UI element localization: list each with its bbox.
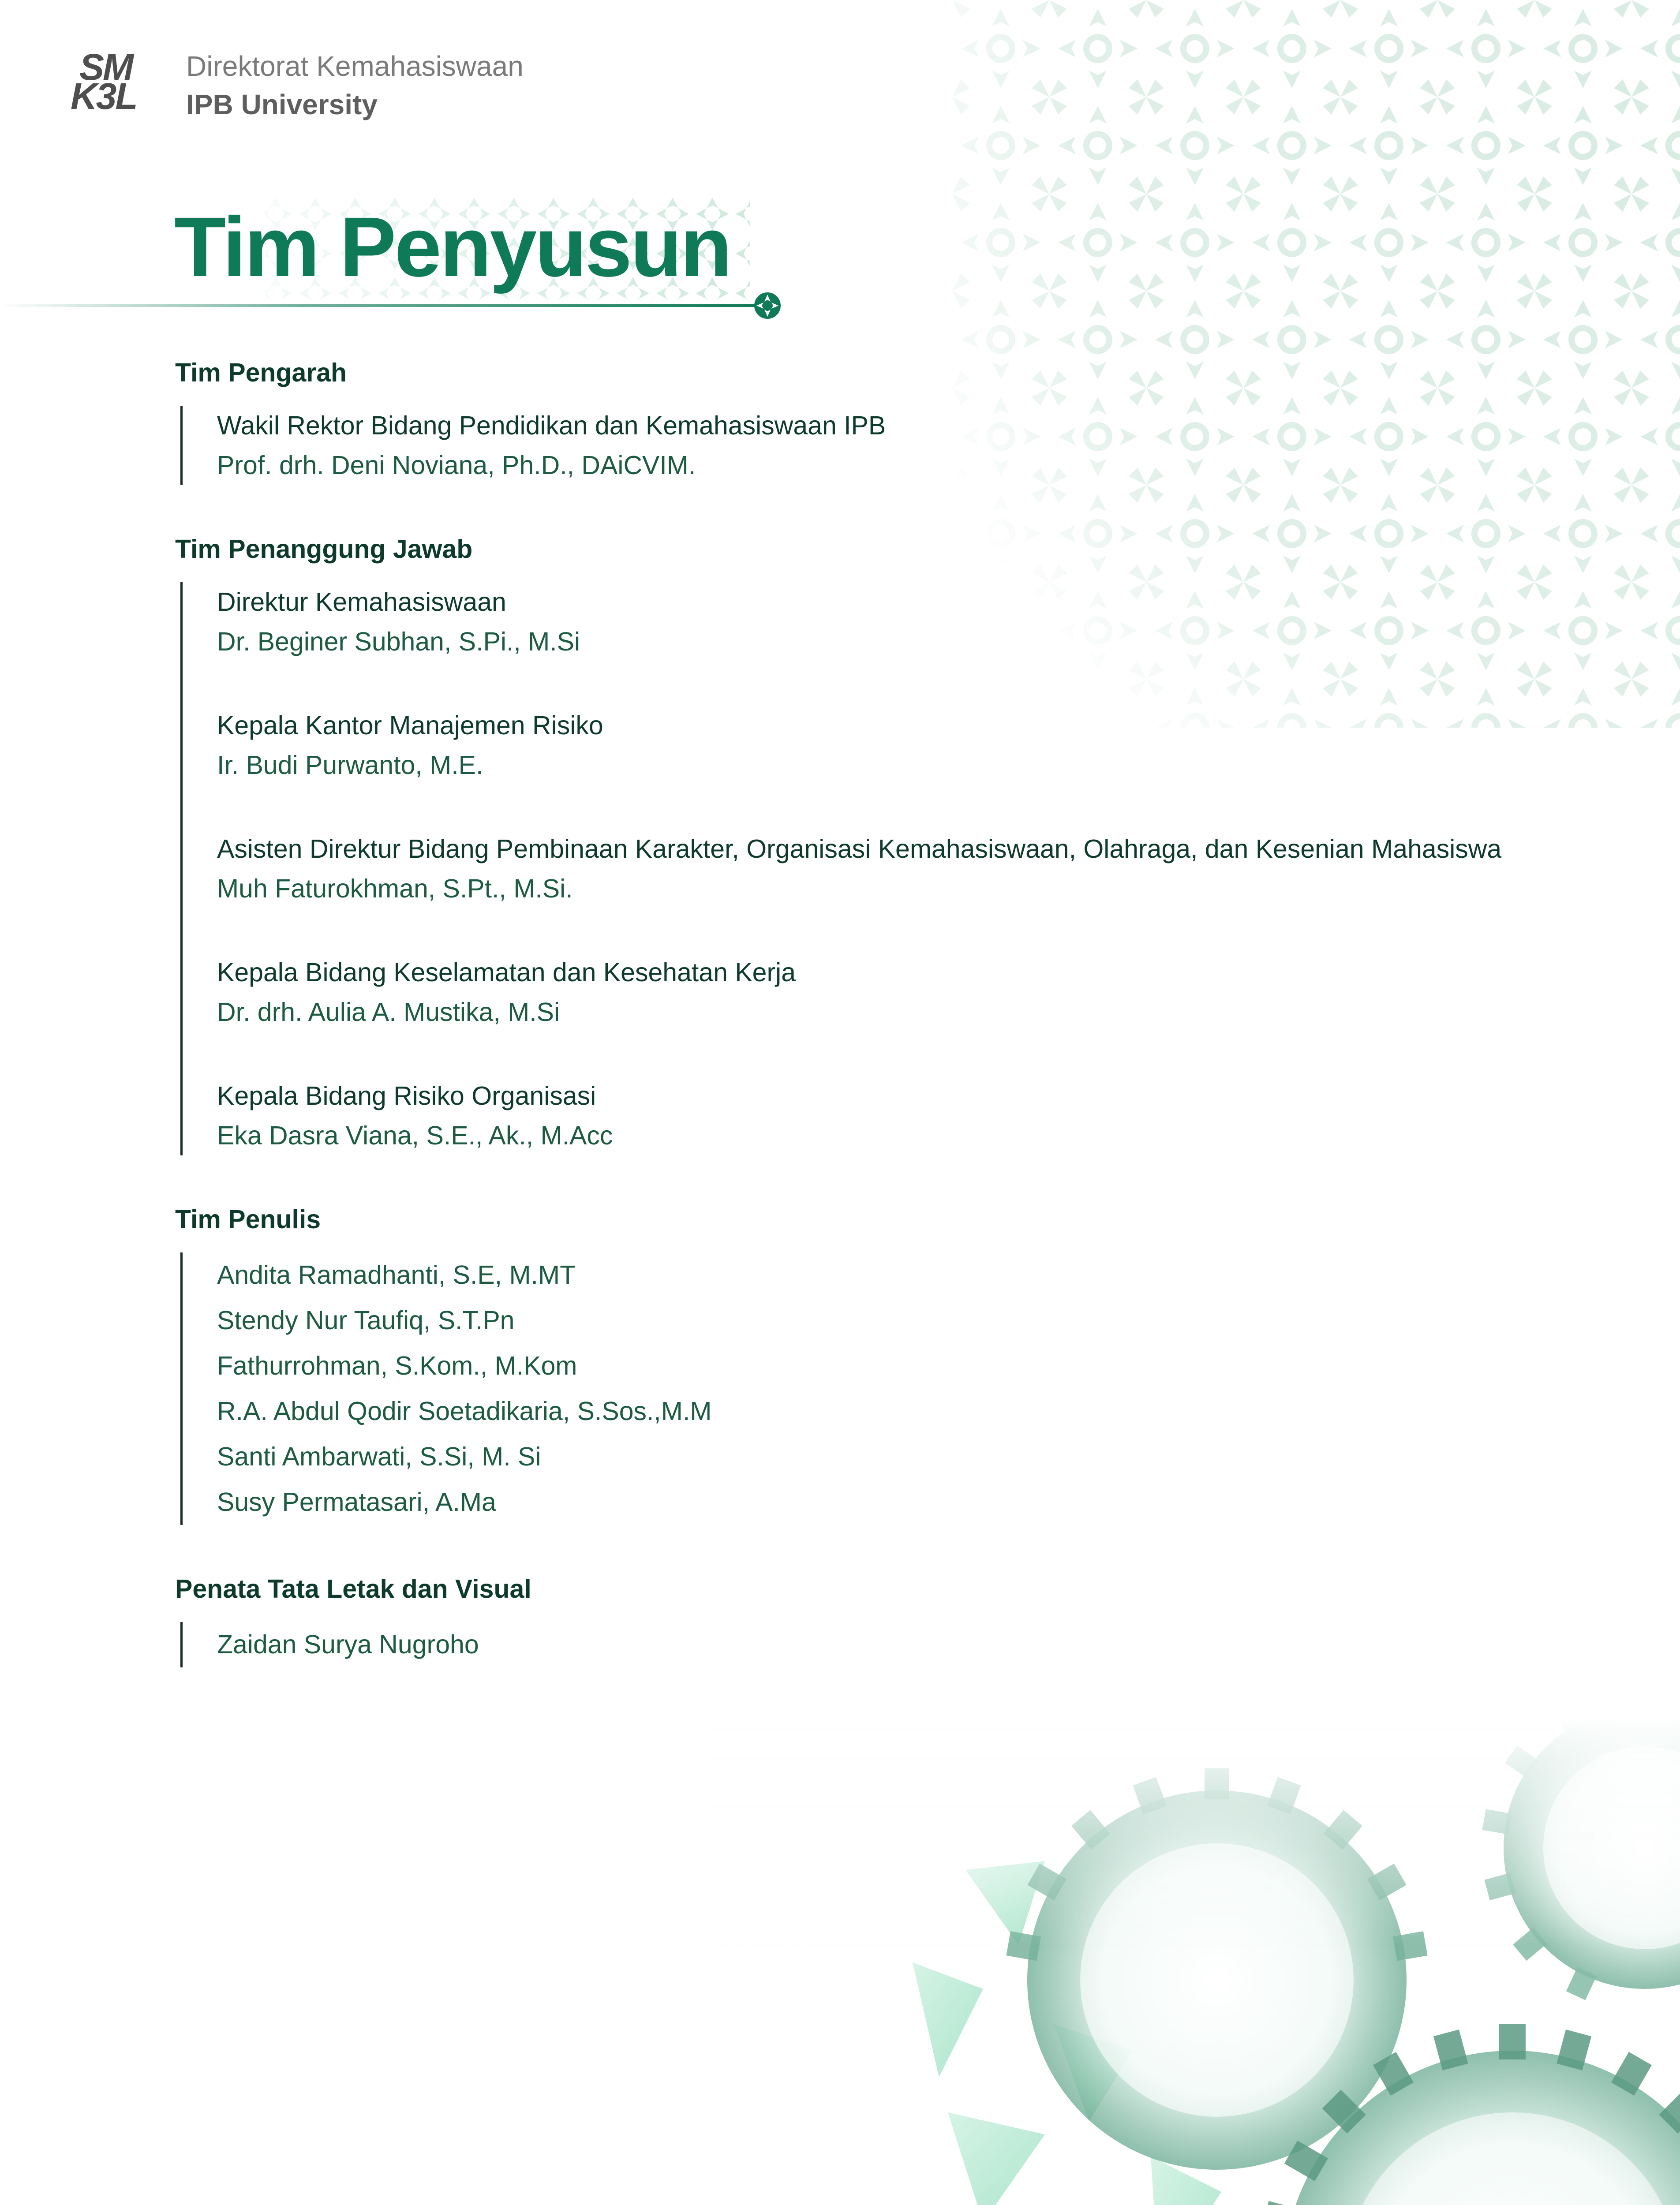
- entry-name: Eka Dasra Viana, S.E., Ak., M.Acc: [217, 1121, 613, 1150]
- ornament-knot-icon: [752, 290, 783, 321]
- section-pengarah: [175, 353, 1631, 485]
- writer-list: [180, 1622, 1631, 1667]
- writer-name: R.A. Abdul Qodir Soetadikaria, S.Sos.,M.M: [217, 1397, 712, 1426]
- entry-name: Muh Faturokhman, S.Pt., M.Si.: [217, 874, 573, 903]
- writer-name: Stendy Nur Taufiq, S.T.Pn: [217, 1306, 515, 1335]
- entry-list: [180, 582, 1631, 1155]
- writer-name: Susy Permatasari, A.Ma: [217, 1487, 496, 1517]
- entry-role: Kepala Bidang Risiko Organisasi: [217, 1081, 596, 1110]
- team-content: [175, 353, 1631, 1667]
- entry-name: Dr. Beginer Subhan, S.Pi., M.Si: [217, 627, 580, 656]
- writer-name: Santi Ambarwati, S.Si, M. Si: [217, 1442, 541, 1471]
- entry-role: Wakil Rektor Bidang Pendidikan dan Kemahasiswaan IPB: [217, 411, 886, 440]
- entry: [217, 582, 1631, 662]
- section-penanggung-jawab: [175, 529, 1631, 1155]
- entry-role: Kepala Kantor Manajemen Risiko: [217, 711, 603, 740]
- gear-icon: [710, 1715, 1680, 2205]
- writer-name: Zaidan Surya Nugroho: [217, 1630, 479, 1659]
- logo-line-2: K3L: [71, 75, 137, 117]
- entry: [217, 706, 1631, 785]
- entry-list: [180, 406, 1631, 485]
- org-university: IPB University: [186, 89, 378, 120]
- section-title: Tim Pengarah: [175, 358, 347, 387]
- writer-name: Andita Ramadhanti, S.E, M.MT: [217, 1260, 576, 1289]
- header-org: [186, 48, 524, 124]
- section-title: Tim Penulis: [175, 1205, 321, 1234]
- entry: [217, 1076, 1631, 1155]
- entry-role: Kepala Bidang Keselamatan dan Kesehatan Kerja: [217, 958, 796, 987]
- writer-name: Fathurrohman, S.Kom., M.Kom: [217, 1351, 577, 1380]
- entry: [217, 406, 1631, 485]
- entry: [217, 829, 1631, 908]
- entry-role: Direktur Kemahasiswaan: [217, 587, 506, 617]
- section-title: Tim Penanggung Jawab: [175, 534, 473, 564]
- entry-name: Ir. Budi Purwanto, M.E.: [217, 751, 483, 780]
- entry-role: Asisten Direktur Bidang Pembinaan Karakter, Organisasi Kemahasiswaan, Olahraga, dan Kesenian Mahasiswa: [217, 834, 1502, 863]
- entry: [217, 953, 1631, 1032]
- entry-name: Dr. drh. Aulia A. Mustika, M.Si: [217, 998, 560, 1027]
- org-directorate: Direktorat Kemahasiswaan: [186, 50, 524, 82]
- page-title: Tim Penyusun: [174, 199, 730, 294]
- section-title: Penata Tata Letak dan Visual: [175, 1574, 531, 1603]
- logo-line-1: SM: [79, 46, 132, 88]
- title-underline: [0, 304, 759, 307]
- section-penata: [175, 1569, 1631, 1667]
- section-penulis: [175, 1200, 1631, 1525]
- writer-list: [180, 1252, 1631, 1525]
- smk3l-logo-icon: [66, 46, 146, 117]
- entry-name: Prof. drh. Deni Noviana, Ph.D., DAiCVIM.: [217, 451, 696, 480]
